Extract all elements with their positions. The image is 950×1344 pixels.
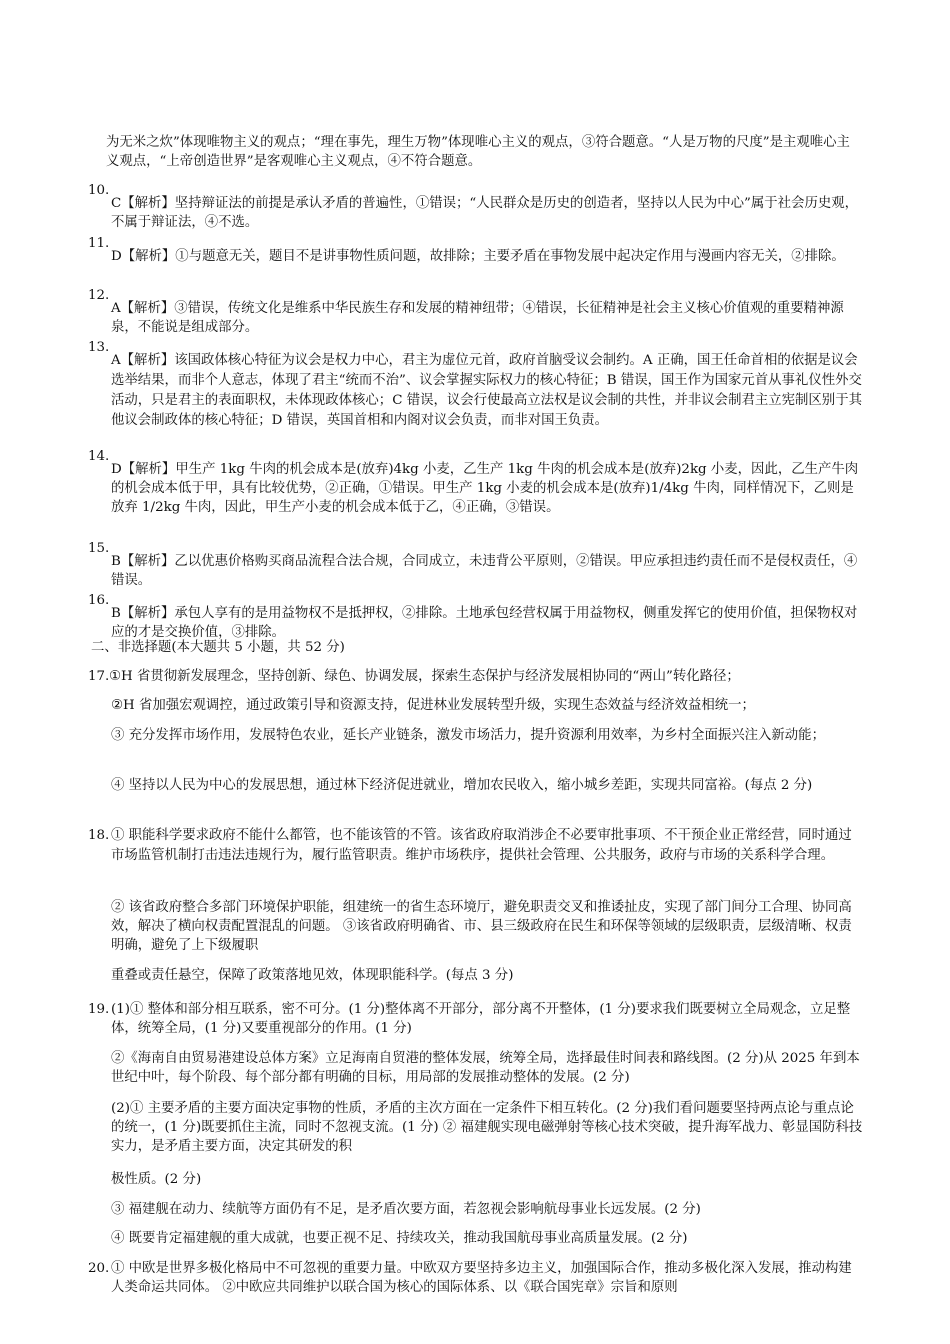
q19-part2-point-4: ④ 既要肯定福建舰的重大成就，也要正视不足、持续攻关，推动我国航母事业高质量发展。(2 分) <box>111 1231 688 1246</box>
q19-part1-point-1: (1)① 整体和部分相互联系，密不可分。(1 分)整体离不开部分，部分离不开整体，(1 分)要求我们既要树立全局观念，立足整体，统筹全局，(1 分)又要重视部分的作用。(1 分) <box>111 1002 851 1036</box>
q17-number: 17. <box>88 669 110 684</box>
item-number: 13. <box>88 340 110 355</box>
q20-number: 20. <box>88 1261 110 1276</box>
item-text: D【解析】甲生产 1kg 牛肉的机会成本是(放弃)4kg 小麦，乙生产 1kg 牛肉的机会成本是(放弃)2kg 小麦，因此，乙生产牛肉的机会成本低于甲，具有比较优势，②正确，①错误。甲生产 1kg 小麦的机会成本是(放弃)1/4kg 牛肉，同样情况下，乙则是放弃 1/2kg 牛肉，因此，甲生产小麦的机会成本低于乙，④正确，③错误。 <box>111 462 859 516</box>
q19-part1-point-2: ②《海南自由贸易港建设总体方案》立足海南自贸港的整体发展，统筹全局，选择最佳时间表和路线图。(2 分)从 2025 年到本世纪中叶，每个阶段、每个部分都有明确的目标，用局部的发展推动整体的发展。(2 分) <box>111 1051 860 1085</box>
q18-point-2: ② 该省政府整合多部门环境保护职能，组建统一的省生态环境厅，避免职责交叉和推诿扯皮，实现了部门间分工合理、协同高效，解决了横向权责配置混乱的问题。 ③该省政府明确省、市、县三级政府在民生和环保等领域的层级职责，层级清晰、权责明确，避免了上下级履职 <box>111 900 852 953</box>
answer-item-13 <box>88 338 863 445</box>
item-number: 15. <box>88 541 110 556</box>
q20-point-1: ① 中欧是世界多极化格局中不可忽视的重要力量。中欧双方要坚持多边主义，加强国际合作，推动多极化深入发展，推动构建人类命运共同体。 ②中欧应共同维护以联合国为核心的国际体系、以《联合国宪章》宗旨和原则 <box>111 1261 852 1295</box>
item-text: A【解析】该国政体核心特征为议会是权力中心，君主为虚位元首，政府首脑受议会制约。A 正确，国王任命首相的依据是议会选举结果，而非个人意志，体现了君主“统而不治”、议会掌握实际权力的核心特征；B 错误，国王作为国家元首从事礼仪性外交活动，只是君主的表面职权，未体现政体核心；C 错误，议会行使最高立法权是议会制的共性，并非议会制君主立宪制区别于其他议会制政体的核心特征；D 错误，英国首相和内阁对议会负责，而非对国王负责。 <box>111 353 862 429</box>
item-text: B【解析】承包人享有的是用益物权不是抵押权，②排除。土地承包经营权属于用益物权，侧重发挥它的使用价值，担保物权对应的才是交换价值，③排除。 <box>111 606 858 641</box>
item-text: B【解析】乙以优惠价格购买商品流程合法合规，合同成立，未违背公平原则，②错误。甲应承担违约责任而不是侵权责任，④错误。 <box>111 554 858 589</box>
answer-item-14 <box>88 447 863 531</box>
item-number: 12. <box>88 288 110 303</box>
q19-part2-point-1: (2)① 主要矛盾的主要方面决定事物的性质，矛盾的主次方面在一定条件下相互转化。(2 分)我们看问题要坚持两点论与重点论的统一，(1 分)既要抓住主流，同时不忽视支流。(1 分) ② 福建舰实现电磁弹射等核心技术突破，提升海军战力、彰显国防科技实力，是矛盾主要方面，决定其研发的积 <box>111 1101 863 1154</box>
q19-number: 19. <box>88 1002 110 1017</box>
q17-point-4: ④ 坚持以人民为中心的发展思想，通过林下经济促进就业，增加农民收入，缩小城乡差距，实现共同富裕。(每点 2 分) <box>111 778 813 793</box>
section-heading: 二、非选择题(本大题共 5 小题，共 52 分) <box>91 640 345 655</box>
q19-part2-continuation: 极性质。(2 分) <box>111 1172 202 1187</box>
item-number: 10. <box>88 183 110 198</box>
q18-point-1: ① 职能科学要求政府不能什么都管，也不能该管的不管。该省政府取消涉企不必要审批事项、不干预企业正常经营，同时通过市场监管机制打击违法违规行为，履行监管职责。维护市场秩序，提供社会管理、公共服务，政府与市场的关系科学合理。 <box>111 828 852 863</box>
q17-point-3: ③ 充分发挥市场作用，发展特色农业，延长产业链条，激发市场活力，提升资源利用效率，为乡村全面振兴注入新动能； <box>111 728 825 743</box>
q17-point-2: ②H 省加强宏观调控，通过政策引导和资源支持，促进林业发展转型升级，实现生态效益与经济效益相统一； <box>111 698 755 713</box>
q18-number: 18. <box>88 828 110 843</box>
q17-point-1: ①H 省贯彻新发展理念，坚持创新、绿色、协调发展，探索生态保护与经济发展相协同的“两山”转化路径； <box>109 669 740 684</box>
item-text: C【解析】坚持辩证法的前提是承认矛盾的普遍性，①错误；“人民群众是历史的创造者，坚持以人民为中心”属于社会历史观，不属于辩证法，④不选。 <box>111 196 859 231</box>
answer-item-11 <box>88 234 863 280</box>
item-number: 11. <box>88 236 110 251</box>
item-text: A【解析】③错误，传统文化是维系中华民族生存和发展的精神纽带；④错误，长征精神是社会主义核心价值观的重要精神源泉，不能说是组成部分。 <box>111 301 844 336</box>
q19-part2-point-3: ③ 福建舰在动力、续航等方面仍有不足，是矛盾次要方面，若忽视会影响航母事业长远发展。(2 分) <box>111 1202 701 1217</box>
item-number: 14. <box>88 449 110 464</box>
q18-point-3: 重叠或责任悬空，保障了政策落地见效，体现职能科学。(每点 3 分) <box>111 968 514 983</box>
item-text: D【解析】①与题意无关，题目不是讲事物性质问题，故排除；主要矛盾在事物发展中起决定作用与漫画内容无关，②排除。 <box>111 249 845 265</box>
item-number: 16. <box>88 593 110 608</box>
intro-paragraph: 为无米之炊”体现唯物主义的观点；“理在事先，理生万物”体现唯心主义的观点，③符合题意。“人是万物的尺度”是主观唯心主义观点，“上帝创造世界”是客观唯心主义观点，④不符合题意。 <box>106 135 850 169</box>
